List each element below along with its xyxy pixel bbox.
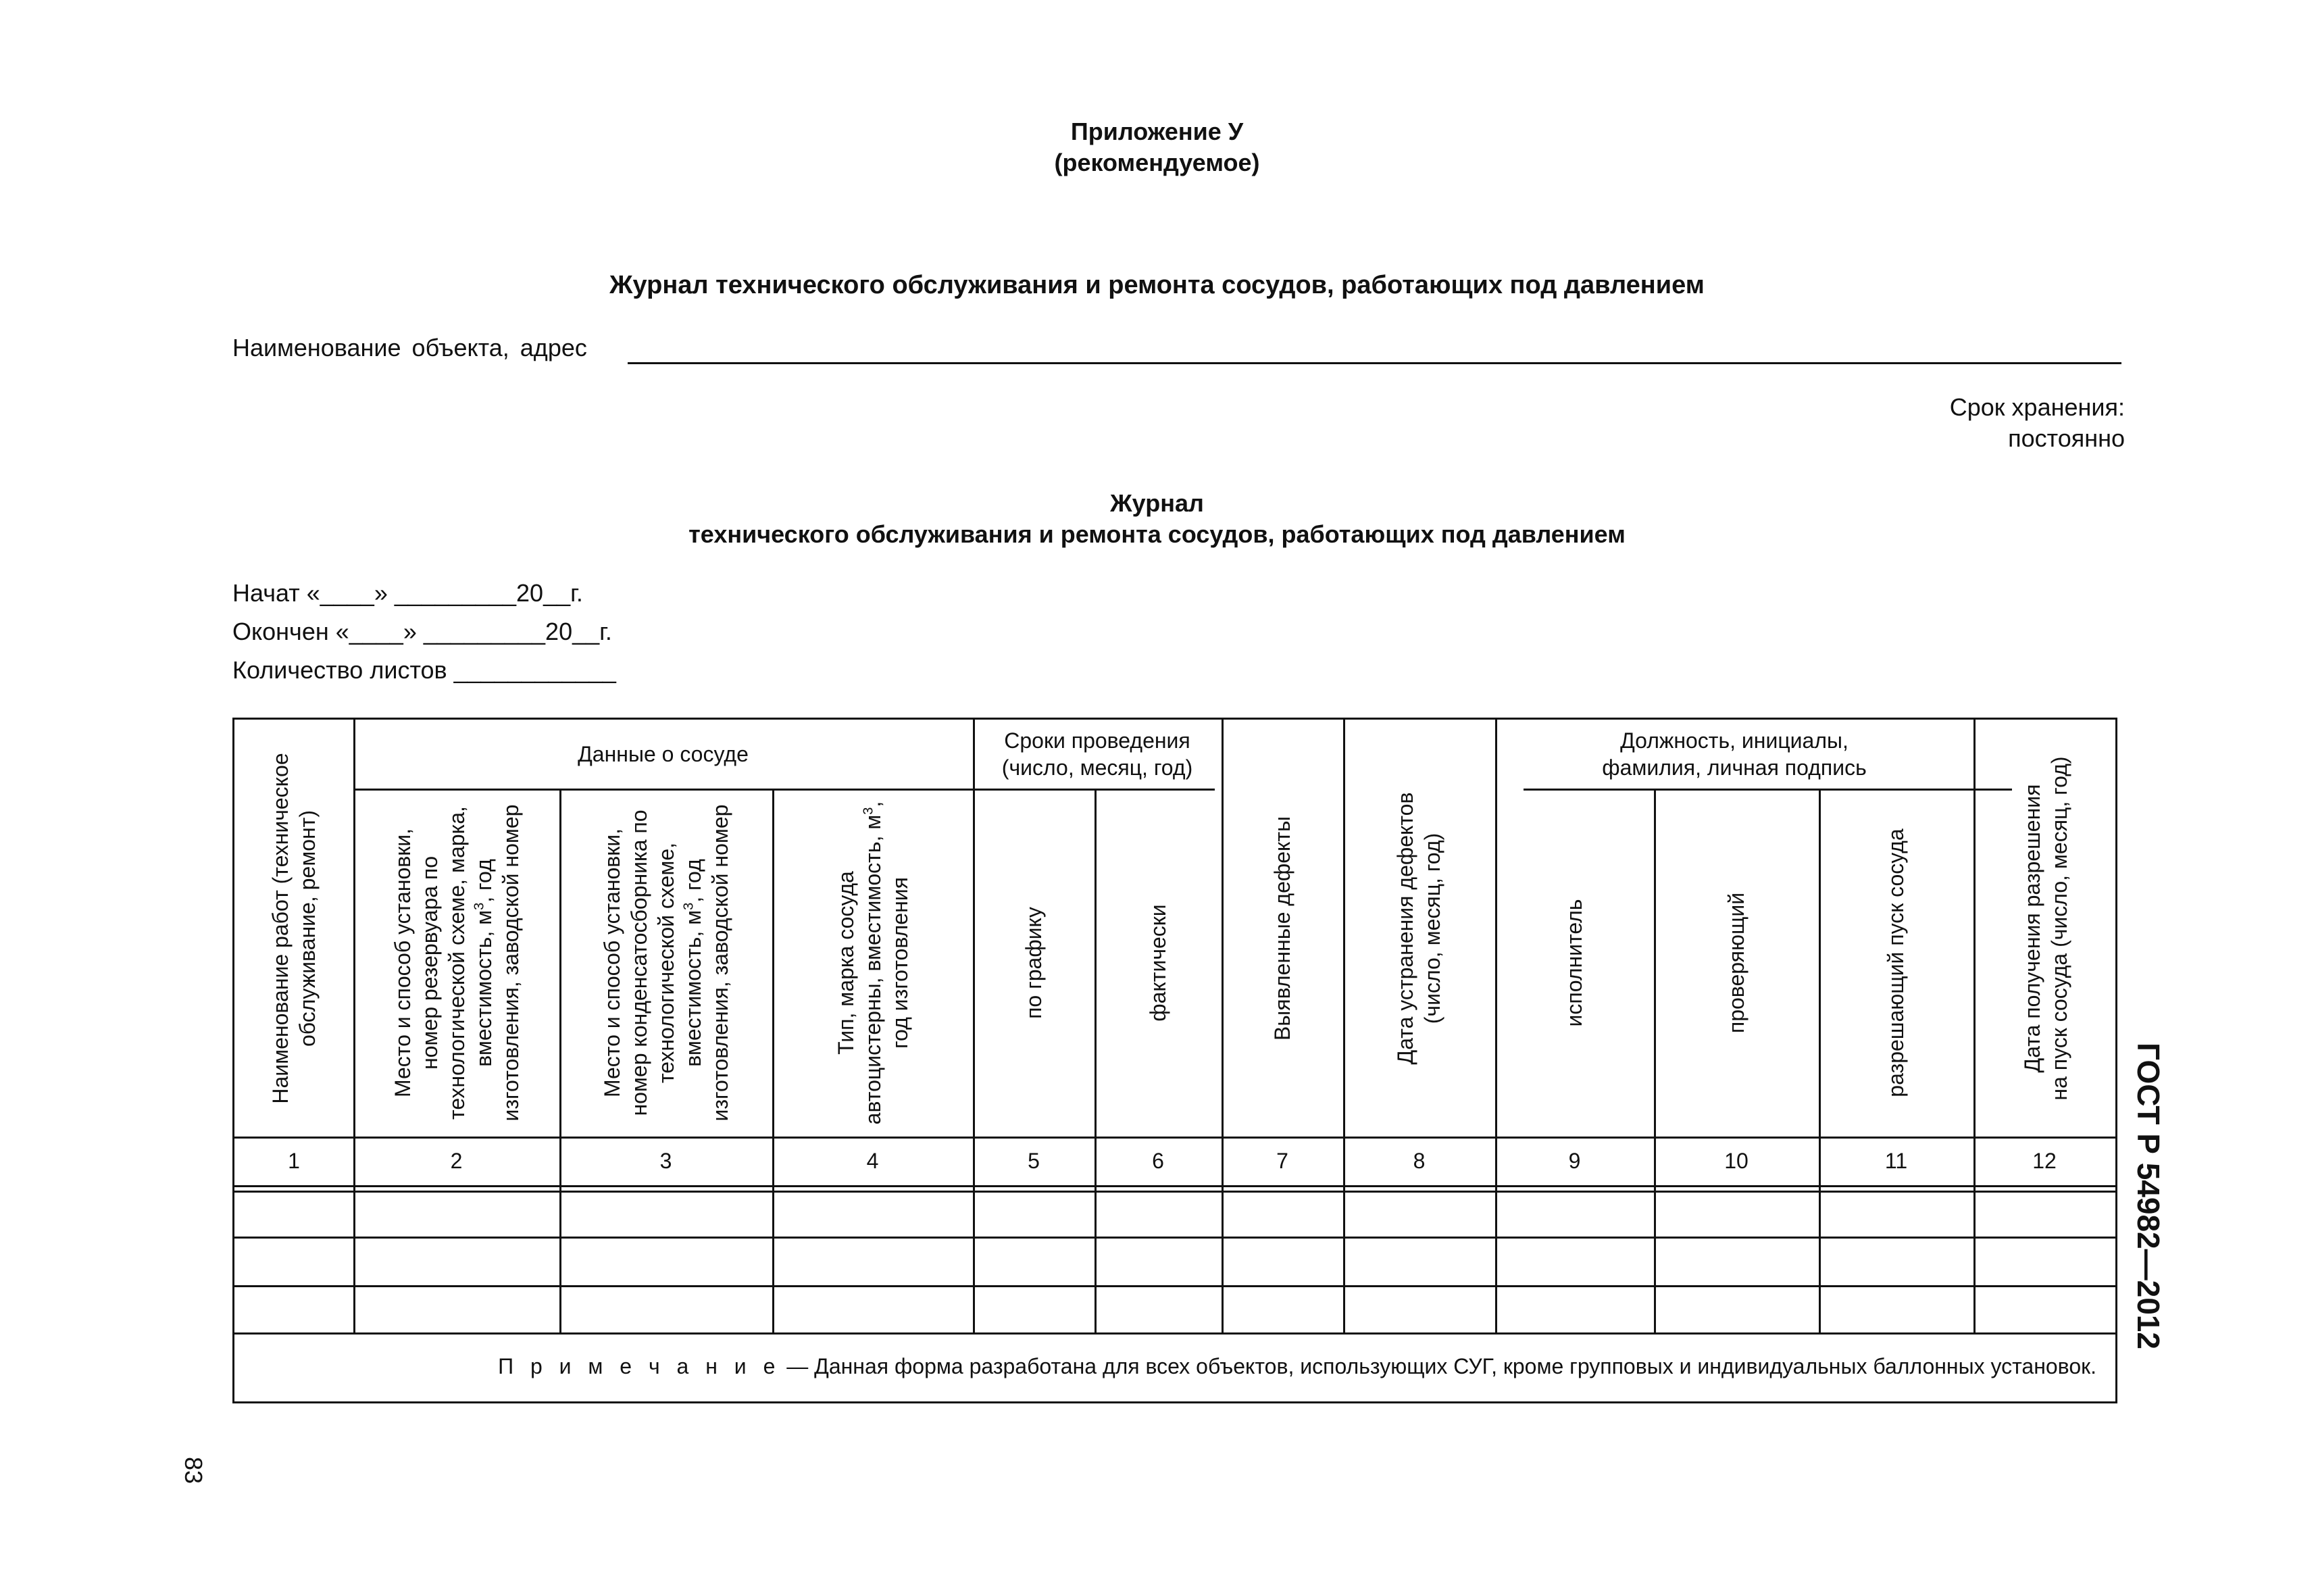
object-field-label: Наименование объекта, адрес (232, 334, 587, 361)
col2-header-text: Место и способ установки, номер резервуара по технологической схеме, марка, вместимость, $м^3$, год изготовления, заводской номер (391, 804, 523, 1122)
col12-header (1978, 732, 2113, 1124)
appendix-heading (0, 116, 2314, 178)
col12-header-text-2: на пуск сосуда (число, месяц, год) (2047, 756, 2071, 1101)
col-number: 6 (1152, 1148, 1164, 1173)
col-number: 2 (450, 1148, 463, 1173)
col-divider (559, 789, 561, 1332)
col-number: 11 (1884, 1148, 1908, 1173)
col-number: 5 (1028, 1148, 1040, 1173)
numbers-row-line-b (234, 1191, 2115, 1193)
storage-period (1950, 392, 2125, 454)
col-divider (1973, 720, 1976, 1332)
col4-header-text: Тип, марка сосуда автоцистерны, вместимость, $м^3$, год изготовления (834, 801, 912, 1125)
col4-header (782, 801, 964, 1125)
col-number: 9 (1568, 1148, 1581, 1173)
terms-group-header (973, 720, 1222, 789)
storage-label: Срок хранения: (1949, 393, 2125, 421)
terms-group-label-1: Сроки проведения (1004, 728, 1190, 753)
col8-header-text-1: Дата устранения дефектов (1393, 792, 1417, 1065)
table-note (234, 1329, 2115, 1403)
col10-header-text: проверяющий (1724, 892, 1749, 1034)
persons-group-header (1495, 720, 1973, 789)
inner-title-line2: технического обслуживания и ремонта сосудов, работающих под давлением (688, 520, 1626, 548)
inner-journal-title (0, 488, 2314, 550)
col-divider (1495, 720, 1497, 1332)
col12-header-text-1: Дата получения разрешения (2020, 784, 2044, 1073)
col8-header (1351, 732, 1486, 1124)
col7-header (1232, 732, 1333, 1124)
col-divider (1819, 789, 1821, 1332)
started-field: Начат «____» _________20__г. (232, 579, 583, 607)
col-number: 8 (1413, 1148, 1426, 1173)
journal-table (232, 718, 2117, 1403)
col7-header-text: Выявленные дефекты (1270, 816, 1294, 1041)
col3-header (565, 801, 768, 1125)
finished-field: Окончен «____» _________20__г. (232, 618, 612, 645)
col-number: 7 (1276, 1148, 1288, 1173)
col-divider (1654, 789, 1656, 1332)
col-divider (1095, 789, 1097, 1332)
col-number: 12 (2032, 1148, 2057, 1173)
note-label: П р и м е ч а н и е (498, 1354, 781, 1378)
data-row-line-2 (234, 1285, 2115, 1287)
col-divider (973, 720, 975, 1332)
col2-header (359, 801, 555, 1125)
col6-header (1107, 801, 1209, 1125)
persons-group-label-1: Должность, инициалы, (1620, 728, 1848, 753)
col11-header (1828, 801, 1963, 1125)
vessel-group-divider (353, 789, 1215, 791)
col1-header-text: Наименование работ (техническое обслуживание, ремонт) (268, 753, 320, 1104)
vessel-data-group-header (353, 720, 973, 789)
col-number: 4 (866, 1148, 879, 1173)
persons-group-label-2: фамилия, личная подпись (1602, 755, 1867, 780)
vessel-data-group-label: Данные о сосуде (578, 742, 749, 766)
col-divider (772, 789, 774, 1332)
col11-header-text: разрешающий пуск сосуда (1884, 828, 1908, 1097)
col-divider (1222, 720, 1224, 1332)
terms-group-label-2: (число, месяц, год) (1001, 755, 1193, 780)
col6-header-text: фактически (1146, 904, 1170, 1022)
col-number: 3 (659, 1148, 672, 1173)
col3-header-text: Место и способ установки, номер конденсатосборника по технологической схеме, вместимость, $м^3$, год изготовления, заводской номер (600, 804, 732, 1122)
column-numbers-row (234, 1137, 2115, 1185)
persons-group-divider (1524, 789, 2012, 791)
numbers-row-line-a (234, 1185, 2115, 1187)
note-text: — Данная форма разработана для всех объектов, использующих СУГ, кроме групповых и индивидуальных баллонных установок. (780, 1354, 2096, 1378)
col5-header (983, 801, 1084, 1125)
col9-header-text: исполнитель (1562, 899, 1586, 1027)
journal-title: Журнал технического обслуживания и ремонта сосудов, работающих под давлением (609, 271, 1705, 299)
col-divider (1343, 720, 1345, 1332)
col8-header-text-2: (число, месяц, год) (1420, 832, 1444, 1024)
storage-value: постоянно (2008, 424, 2125, 452)
col10-header (1669, 801, 1804, 1125)
inner-title-line1: Журнал (1110, 489, 1204, 517)
col9-header (1507, 801, 1642, 1125)
data-row-line-1 (234, 1237, 2115, 1239)
sheets-count-field: Количество листов ____________ (232, 656, 616, 684)
col-number: 10 (1724, 1148, 1749, 1173)
col-divider (353, 720, 355, 1332)
object-field-line (628, 362, 2121, 364)
gost-code: ГОСТ Р 54982—2012 (2131, 1043, 2166, 1349)
appendix-title: Приложение У (1070, 118, 1244, 145)
col1-header (240, 732, 348, 1124)
object-field (232, 332, 2124, 364)
col5-header-text: по графику (1022, 907, 1046, 1019)
page-number: 83 (180, 1456, 207, 1485)
col-number: 1 (288, 1148, 300, 1173)
appendix-note: (рекомендуемое) (1054, 149, 1260, 176)
